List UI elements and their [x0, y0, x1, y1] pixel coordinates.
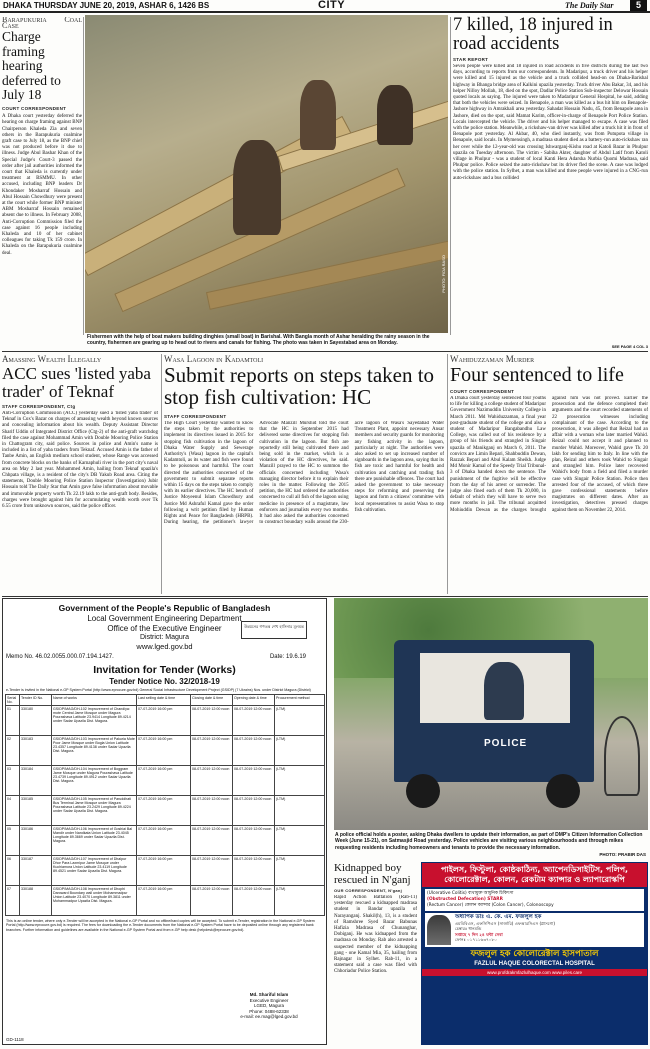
- cell-method: (LTM): [275, 736, 325, 766]
- van-wheel: [406, 774, 440, 808]
- cell-opening-date: 08-07-2019 12:00 noon: [233, 886, 275, 916]
- cell-selling-date: 07-07-2019 16:00 pm: [137, 766, 191, 796]
- cell-closing-date: 08-07-2019 12:00 noon: [191, 826, 233, 856]
- hospital-name-bn: ফজলুল হক কোলোরেক্টাল হাসপাতাল: [470, 949, 599, 959]
- ad-code: GD-1118: [6, 1037, 24, 1042]
- story-headline: Charge framing hearing deferred to July 18: [2, 29, 61, 103]
- hospital-advertisement: [421, 862, 648, 1045]
- cell-serial: 04: [6, 796, 20, 826]
- story-body: A Dhaka court yesterday sentenced four youths to life for killing a college student of Madaripur Government Nazimuddin University College in March 2011. Md Wahiduzzaman, a final year post-graduate student of the college and also a student of Madaripur Bangabandhu Law College, was called out of his residence by a group of his friends and strangled in Singair upazila of Manikganj on March 6, 2011. The convicts are Limin Bepari, Shahbuddin Dewan, Razzak Bepari and Abul Kalam Sheikh. Judge Md Monir Kamal of the Speedy Trial Tribunal-3 of Dhaka handed down the sentence. The punishment of the fugitive will be effective from the day of his arrest or surrender. The judge also fined each of them Tk 20,000, in default of which they will have to serve two more months in jail. The tribunal acquitted Mohiuddin Dewan as the charges brought against him was not proved. Earlier the prosecution and the defence completed their arguments and the court recorded statements of 22 prosecution witnesses including complainant of the case. According to the prosecution, it was alleged that Reizal had an affair with a woman who later married Wahid. Reizal could not accept it and planned to murder Wahid. Moreover, Wahid gave Tk 20 lakh for sending him to Italy. In line with the plan, Reizal and others took Wahid to Singair and strangled him. Police later recovered Wahid's body from a field and filed a murder case with Singair Police Station. Police then arrested four of the accused, of which three gave confessional statements before magistrates on different dates. After an investigation, detectives pressed charges against them on November 22, 2014.: [450, 396, 648, 513]
- cell-work-name: GSIDP/MAG/DH-104 Improvement of Boggram Jame Mosque under Magura Pourashava Latitude 23.4739 Longitude 89.4912 under Sadar Upazila Dist. Magura.: [52, 766, 137, 796]
- cell-method: (LTM): [275, 856, 325, 886]
- boat-builders-photo: [85, 15, 448, 333]
- cell-opening-date: 08-07-2019 12:00 noon: [233, 826, 275, 856]
- signatory-name: Md. Shariful Islam: [249, 992, 289, 997]
- cell-opening-date: 08-07-2019 12:00 noon: [233, 706, 275, 736]
- table-header-row: [6, 695, 325, 706]
- cell-work-name: GSIDP/MAG/DH-106 Improvement of Goshiai Bal Mandir under Nandkata Union Latitude 23.4045 Longitude 89.3669 under Sadar Upazila Dist. Magura.: [52, 826, 137, 856]
- column-rule: [161, 354, 162, 594]
- table-row: [6, 766, 325, 796]
- cell-serial: 07: [6, 886, 20, 916]
- cell-selling-date: 07-07-2019 16:00 pm: [137, 736, 191, 766]
- boat-builder-figure: [233, 140, 281, 235]
- story-kicker: Wahiduzzaman Murder: [450, 354, 535, 364]
- story-jump: SEE PAGE 4 COL 3: [611, 344, 648, 349]
- tender-memo: Memo No. 46.02.0055.000.07.194.1427.: [6, 654, 114, 660]
- cell-method: (LTM): [275, 886, 325, 916]
- signatory-email: e-mail: ee.mag@lged.gov.bd: [240, 1014, 298, 1020]
- phone: ফোনঃ ০১৭১১৬৩৭০৮০: [455, 937, 497, 943]
- cell-tender-id: 330185: [20, 796, 52, 826]
- story-kidnapped-boy: [334, 862, 417, 1045]
- cell-serial: 05: [6, 826, 20, 856]
- cell-work-name: GSIDP/MAG/DH-103 Improvement of Pakuria Mote Poor Jame Mosque under Bogla Union Latitude 23.4357 Longitude 89.4138 under Sadar Upazila Dist. Magura.: [52, 736, 137, 766]
- column-header: Serial No.: [6, 695, 20, 706]
- column-header: Tender ID No.: [20, 695, 52, 706]
- story-byline: COURT CORRESPONDENT: [450, 389, 515, 394]
- story-byline: COURT CORRESPONDENT: [2, 105, 67, 111]
- story-road-accidents: [453, 16, 648, 349]
- cell-opening-date: 08-07-2019 12:00 noon: [233, 766, 275, 796]
- story-byline: OUR CORRESPONDENT, N'ganj: [334, 888, 403, 893]
- appointment: সপ্তাহে ৭ দিন ২৪ ঘন্টা সেবা: [455, 931, 503, 937]
- cell-closing-date: 08-07-2019 12:00 noon: [191, 796, 233, 826]
- cell-closing-date: 08-07-2019 12:00 noon: [191, 886, 233, 916]
- photo-credit: PHOTO: PRABIR DAS: [599, 852, 646, 857]
- photo-caption: A police official holds a poster, asking Dhaka dwellers to update their information, as part of DMP's Citizen Information Collection Week (June 15-21), on Satmasjid Road yesterday. Police vehicles are visiting various neighbourhoods and through mikes requesting residents including homeowners and tenants to provide the necessary information.: [335, 832, 643, 851]
- story-kicker: Barapukuria Coal Case: [2, 17, 82, 31]
- column-rule: [83, 17, 84, 335]
- hospital-name-en: FAZLUL HAQUE COLORECTAL HOSPITAL: [474, 961, 595, 967]
- story-body: A Dhaka court yesterday deferred the hearing on charge framing against BNP Chairperson Khaleda Zia and seven others in the Barapukuria coalmine graft case to July 18, as the BNP chief was not produced before it due to illness. Judge Abul Bashar Khan of the Special Judge's Court-3 passed the order after jail authorities informed the court that Khaleda is currently under treatment at BSMMU. In other accused, including BNP leaders Dr Khondaker Mosharraf Hossain and Abul Hossain Chowdhury were present at the court while former BNP minister ABM Mosharraf Hossain remained absent due to illness. In February 2008, Anti-Corruption Commission filed the case against 16 people including Khaleda and 10 of her cabinet colleagues for taking Tk 159 crore. In Khaleda on the Barapukuria coalmine deal.: [2, 114, 82, 256]
- tender-slogan-box: উন্নয়নের গণতন্ত্র শেখ হাসিনার মূলমন্ত্র: [241, 621, 307, 639]
- cell-work-name: GSIDP/MAG/DH-108 Improvement of Dhophi Daroward Boundary wall under Mohammadpur Union Latitude 23.4070 Longitude 89.3811 under Mohammadpur Upazila Dist. Magura.: [52, 886, 137, 916]
- story-headline: Submit reports on steps taken to stop fish cultivation: HC: [164, 363, 435, 409]
- column-header: Procurement method: [275, 695, 325, 706]
- cell-tender-id: 330188: [20, 886, 52, 916]
- story-kicker: Wasa Lagoon in Kadamtoli: [164, 354, 264, 364]
- tender-notice-no: Tender Notice No. 32/2018-19: [109, 677, 220, 686]
- chamber: চেম্বারঃ ধানমন্ডি: [455, 926, 482, 932]
- signatory-phone: Phone: 0488-62338: [249, 1008, 289, 1014]
- cell-selling-date: 07-07-2019 16:00 pm: [137, 706, 191, 736]
- cell-closing-date: 08-07-2019 12:00 noon: [191, 766, 233, 796]
- tender-table: [5, 694, 325, 916]
- tender-date: Date: 19.6.19: [269, 654, 306, 660]
- table-row: [6, 886, 325, 916]
- cell-serial: 02: [6, 736, 20, 766]
- police-label: POLICE: [484, 738, 528, 749]
- table-row: [6, 826, 325, 856]
- column-header: Closing date & time: [191, 695, 233, 706]
- cell-tender-id: 330183: [20, 736, 52, 766]
- cell-serial: 03: [6, 766, 20, 796]
- cell-method: (LTM): [275, 826, 325, 856]
- tender-gov: Government of the People's Republic of Bangladesh: [58, 603, 271, 613]
- signatory-title: Executive Engineer: [249, 997, 289, 1003]
- police-van-photo: [334, 598, 648, 830]
- cell-serial: 06: [6, 856, 20, 886]
- table-row: [6, 796, 325, 826]
- table-row: [6, 856, 325, 886]
- boat-builder-figure: [377, 85, 413, 145]
- doctor-info: [455, 915, 555, 945]
- story-acc-sues: [2, 354, 158, 594]
- story-byline: STAFF CORRESPONDENT: [164, 414, 227, 419]
- police-official-figure: [484, 662, 524, 720]
- cell-selling-date: 07-07-2019 16:00 pm: [137, 856, 191, 886]
- cell-opening-date: 08-07-2019 12:00 noon: [233, 796, 275, 826]
- tender-title: Invitation for Tender (Works): [93, 664, 236, 676]
- tender-office: Office of the Executive Engineer: [107, 624, 222, 633]
- story-byline: STAFF CORRESPONDENT, Ctg: [2, 404, 76, 409]
- cell-tender-id: 330184: [20, 766, 52, 796]
- story-kicker: Amassing Wealth Illegally: [2, 354, 102, 364]
- doctor-portrait: [427, 915, 451, 945]
- story-byline: STAR REPORT: [453, 57, 489, 62]
- tender-intro: e-Tender is invited in the National e-GP System Portal (http://www.eprocure.gov.bd) General Social Infrastructure Development Project (GSIDP) (7 Ukrains) Nos. under District Magura (District): [6, 688, 311, 692]
- ad-service-line: (Obstructed Defecation) STARR: [427, 897, 503, 902]
- story-headline: ACC sues 'listed yaba trader' of Teknaf: [2, 364, 151, 401]
- column-rule: [450, 17, 451, 335]
- ad-website: www.profdrakmfazlulhaque.com www.piles.care: [422, 969, 647, 976]
- ad-title: পাইলস, ফিস্টুলা, কোষ্ঠকাঠিন্য, অ্যাপেনডিসাইটিস, পলিপ, কোলোরেক্টাল, কোলন, রেকটাম ক্যান্সার ও ল্যাপারোস্কপি: [422, 863, 647, 887]
- table-row: [6, 736, 325, 766]
- ad-service-line: (Ulcerative Colitis) ব্যথামুক্ত আধুনিক চিকিৎসা: [427, 891, 514, 896]
- ad-doctor-block: [425, 913, 644, 947]
- column-rule: [447, 354, 448, 594]
- tender-district: District: Magura: [139, 634, 189, 641]
- cell-selling-date: 07-07-2019 16:00 pm: [137, 796, 191, 826]
- cell-method: (LTM): [275, 796, 325, 826]
- cell-work-name: GSIDP/MAG/DH-105 Improvement of Paruddhati Bus Terminal Jame Mosque under Magura Pourashava Latitude 23.2429 Longitude 89.4224 under Sadar Upazila Dist. Magura.: [52, 796, 137, 826]
- cell-closing-date: 08-07-2019 12:00 noon: [191, 856, 233, 886]
- ad-service-line: (Rectum Cancer) কোলন ক্যান্সার (Colon Cancer), Colonoscopy: [427, 903, 554, 908]
- cell-tender-id: 330186: [20, 826, 52, 856]
- story-four-sentenced: [450, 354, 648, 594]
- rickshaw-figure: [604, 716, 640, 796]
- table-row: [6, 706, 325, 736]
- ad-services: [425, 889, 644, 911]
- section-name: CITY: [318, 0, 346, 11]
- boat-builder-figure: [300, 80, 336, 150]
- cell-selling-date: 07-07-2019 16:00 pm: [137, 826, 191, 856]
- tender-notice-ad: [2, 598, 327, 1045]
- cell-tender-id: 330180: [20, 706, 52, 736]
- story-fish-cultivation: [164, 354, 444, 594]
- tender-memo-line: [3, 654, 326, 664]
- section-divider: [2, 351, 648, 352]
- doctor-degrees: এমবিবিএস, এফসিপিএস (সার্জারি) এফআরসিএস (গ্লাসগো): [455, 920, 556, 926]
- cell-method: (LTM): [275, 766, 325, 796]
- cell-method: (LTM): [275, 706, 325, 736]
- edition-date: DHAKA THURSDAY JUNE 20, 2019, ASHAR 6, 1426 BS: [3, 1, 210, 10]
- story-headline: Four sentenced to life: [450, 364, 624, 386]
- column-header: Name of works: [52, 695, 137, 706]
- tender-dept: Local Government Engineering Department: [87, 614, 242, 623]
- story-body: Rapid Action Battalion (Rab-11) yesterday rescued a kidnapped madrasa student in Bandar upazila of Narayanganj. Shakil(h), 13, is a student of Ramshree Syed Bazar Babunas Hafizia Madrasa of Chunanghar, Dobiganj. He was kidnapped from the madrasa on Monday. Rab also arrested a suspected member of the kidnapping gang - one Kamal Mia, 35, hailing from Rajnagar in Sylhet. Rab-11, in a statement said a case was filed with Chhoriadur Police Station.: [334, 895, 417, 975]
- tender-footer-note: This is an online tender, where only e-Tender will be accepted in the National e-GP Portal and no offline/hard copies will be accepted. To submit e-Tender, registration in the National e-GP System Portal (http://www.eprocure.gov.bd) is required. The fees for downloading the e-Tender documents from the National e-GP System Portal have to be deposited online through any registered bank branches. Further information and guidelines are available in the National e-GP System Portal and from e-GP help desk (helpdesk@eprocure.gov.bd).: [6, 919, 315, 932]
- van-wheel: [546, 774, 580, 808]
- cell-tender-id: 330187: [20, 856, 52, 886]
- story-headline: Kidnapped boy rescued in N'ganj: [334, 862, 411, 886]
- cell-work-name: GSIDP/MAG/DH-102 Improvement of Chandiya: mote Central Jame Mosque under Magura Pourashava Latitude 23.9414 Longitude 89.4214 under Sadar Upazila Dist. Magura.: [52, 706, 137, 736]
- signatory-office: LGED, Magura: [253, 1003, 284, 1009]
- page-number: 5: [630, 0, 647, 11]
- tender-website: www.lged.gov.bd: [136, 642, 193, 651]
- cell-closing-date: 08-07-2019 12:00 noon: [191, 736, 233, 766]
- story-body: Seven people were killed and 18 injured in road accidents in five districts during the last two days, according to reports from our correspondents. In Madaripur, a truck driver and his helper were killed and 15 injured as the vehicle and a truck collided head-on on Dhaka-Barishal highway in Bhanga bridge area of Kalkini upazila yesterday. Truck driver Abu Bakar, 34, and his helper Nilloy Mollah, 18, died on the spot, Dadlar Police Station Sub-inspector Delowar Hossain quoted locals as saying. The injured were taken to Madaripur General Hospital, he said, adding that both the vehicles were seized. In Benapole, a man was killed as a bus hit him on Benapole-Jashore highway in Amrakhali area yesterday. Sahadat Hossain Nadu, 45, from Benapole area in Jashore, died on the spot, said Mamat Karim, officer-in-charge of Benapole Port Police Station. Locals intercepted the vehicle. The driver and his helper managed to escape. A case was filed with the police station. Meanwhile, a rickshaw-van driver was killed after a truck hit it in front of Benapole port yesterday. Al Akbar, 40, who died instantly, was from Putupota village in Benapole, said locals. In Mymensingh, a madrasa student died as a battery-run auto-rickshaw ran her over while the 12-year-old was crossing Ishwarganj-Kishu road at Katoli Bazar in Phulpur upazila on Tuesday afternoon. The victim - Sabiha Akter, daughter of Abdul Latif from Katoli village in Phulpur - was a student of local Kanti Hera Adarsha Nurbia Quomi Madrasa, said Phulpur police. Police seized the auto-rickshaw but its driver fled the scene. A case was lodged with the police station. In Sylhet, a man was killed and three people were injured in a CNG-run auto-rickshaw and a bus collided: [453, 64, 648, 181]
- cell-closing-date: 08-07-2019 12:00 noon: [191, 706, 233, 736]
- cell-serial: 01: [6, 706, 20, 736]
- story-charge-framing: [2, 17, 82, 335]
- photo-credit: PHOTO: FIDA RASO: [441, 255, 446, 293]
- publication-name: The Daily Star: [565, 1, 614, 10]
- cell-selling-date: 07-07-2019 16:00 pm: [137, 886, 191, 916]
- cell-opening-date: 08-07-2019 12:00 noon: [233, 856, 275, 886]
- column-header: Last selling date & time: [137, 695, 191, 706]
- column-header: Opening date & time: [233, 695, 275, 706]
- photo-caption: Fishermen with the help of boat makers building dinghies (small boat) in Barishal. With Bangla month of Ashar heralding the rainy season in the country, fishermen are gearing up to head out to rivers and canals for fishing. The photo was taken in Sayestabad area on Monday.: [87, 334, 430, 347]
- story-body: The High Court yesterday wanted to know the steps taken by the authorities to implement its directives issued in 2015 for stopping fish cultivation in the lagoon of Dhaka Water Supply and Sewerage Authority's (Wasa) lagoon in the capital's Kadamtoli, as its water and fish were found to be poisonous and harmful. The court directed the authorities concerned of the government to submit separate reports within 15 days on the steps taken to comply with its earlier directives. The HC bench of Justice Moyeenul Islam Chowdhury and Justice Md Ashraful Kamal gave the order following a writ petition filed by Human Rights and Peace for Bangladesh (HRPB). During hearing, the petitioner's lawyer Advocate Manzill Murshid told the court that the HC in September 2015 had delivered some directives for stopping fish cultivation in the lagoon. But fish are reportedly still being cultivated there and being sold in the market, which is a violation of the HC directives, he said. Manzill prayed to the HC to summon the officials concerned including Wasa's managing director before it to explain their roles in the matter. Following the 2015 petition, the HC had ordered the authorities concerned to cull all fish of the lagoon using medicine in presence of a magistrate, law enforcers and journalists every two months. It had also asked the authorities concerned to construct boundary walls around the 230-acre lagoon of Wasa's Sayedabad Water Treatment Plant, appoint necessary Ansar members and security guards for monitoring any fishing activity in the lagoon, particularly at night. The authorities were also asked to set up increased number of signboards in the lagoon area, saying that its fish are toxic and harmful for health and cultivation and catching and trading fish there are punishable offences. The court had asked the government to take necessary steps for reforming and preserving the lagoon and form a citizens' committee with local representatives to assist Wasa to stop fish cultivation.: [164, 421, 444, 526]
- story-headline: 7 killed, 18 injured in road accidents: [453, 16, 613, 54]
- doctor-name: অধ্যাপক ডাঃ এ. কে. এম. ফজলুল হক: [455, 914, 542, 920]
- cell-opening-date: 08-07-2019 12:00 noon: [233, 736, 275, 766]
- tender-signature: [224, 992, 314, 1020]
- story-body: Anti-Corruption Commission (ACC) yesterday sued a 'listed yaba trader' of Teknaf in Cox's Bazar on charges of amassing wealth beyond known sources and concealing information about his wealth. Deputy Assistant Director Sharif Uddin of Integrated District Office (Ctg-2) of the anti-graft watchdog filed the case against Mohammad Amin with Double Mooring Police Station in Chattogram city, said police. Sources in police and Amin's name is included in a list of yaba traders from Teknaf. Accused Amin is the father of Tanbe Amin, an English medium school student, whose Range was accessed from concrete blocks on the banks of Karnaphuli river in the port city's naval area on May 2 last year. Mohammed Amin, hailing from Teknaf upazila's Chhpata village, is a resident of the city's DB Yakub Road area. Citing the statements, Double Mooring Police Station Inspector (Investigation) Jubir Hossain told The Daily Star that Amin gave false information about movable and immovable property worth Tk 22.19 lakh to the anti-graft body. Besides, charges were brought against him for accumulating wealth worth over Tk 6.55 crore from unknown sources, said the police officer.: [2, 411, 158, 510]
- cell-work-name: GSIDP/MAG/DH-107 Improvement of Dhalpur Dhor Para Laxmipur Jame Mosque under Kuchiamora Union Latitude 23.4119 Longitude 89.4521 under Sadar Upazila Dist. Magura.: [52, 856, 137, 886]
- section-divider: [2, 596, 648, 597]
- masthead: [0, 0, 650, 13]
